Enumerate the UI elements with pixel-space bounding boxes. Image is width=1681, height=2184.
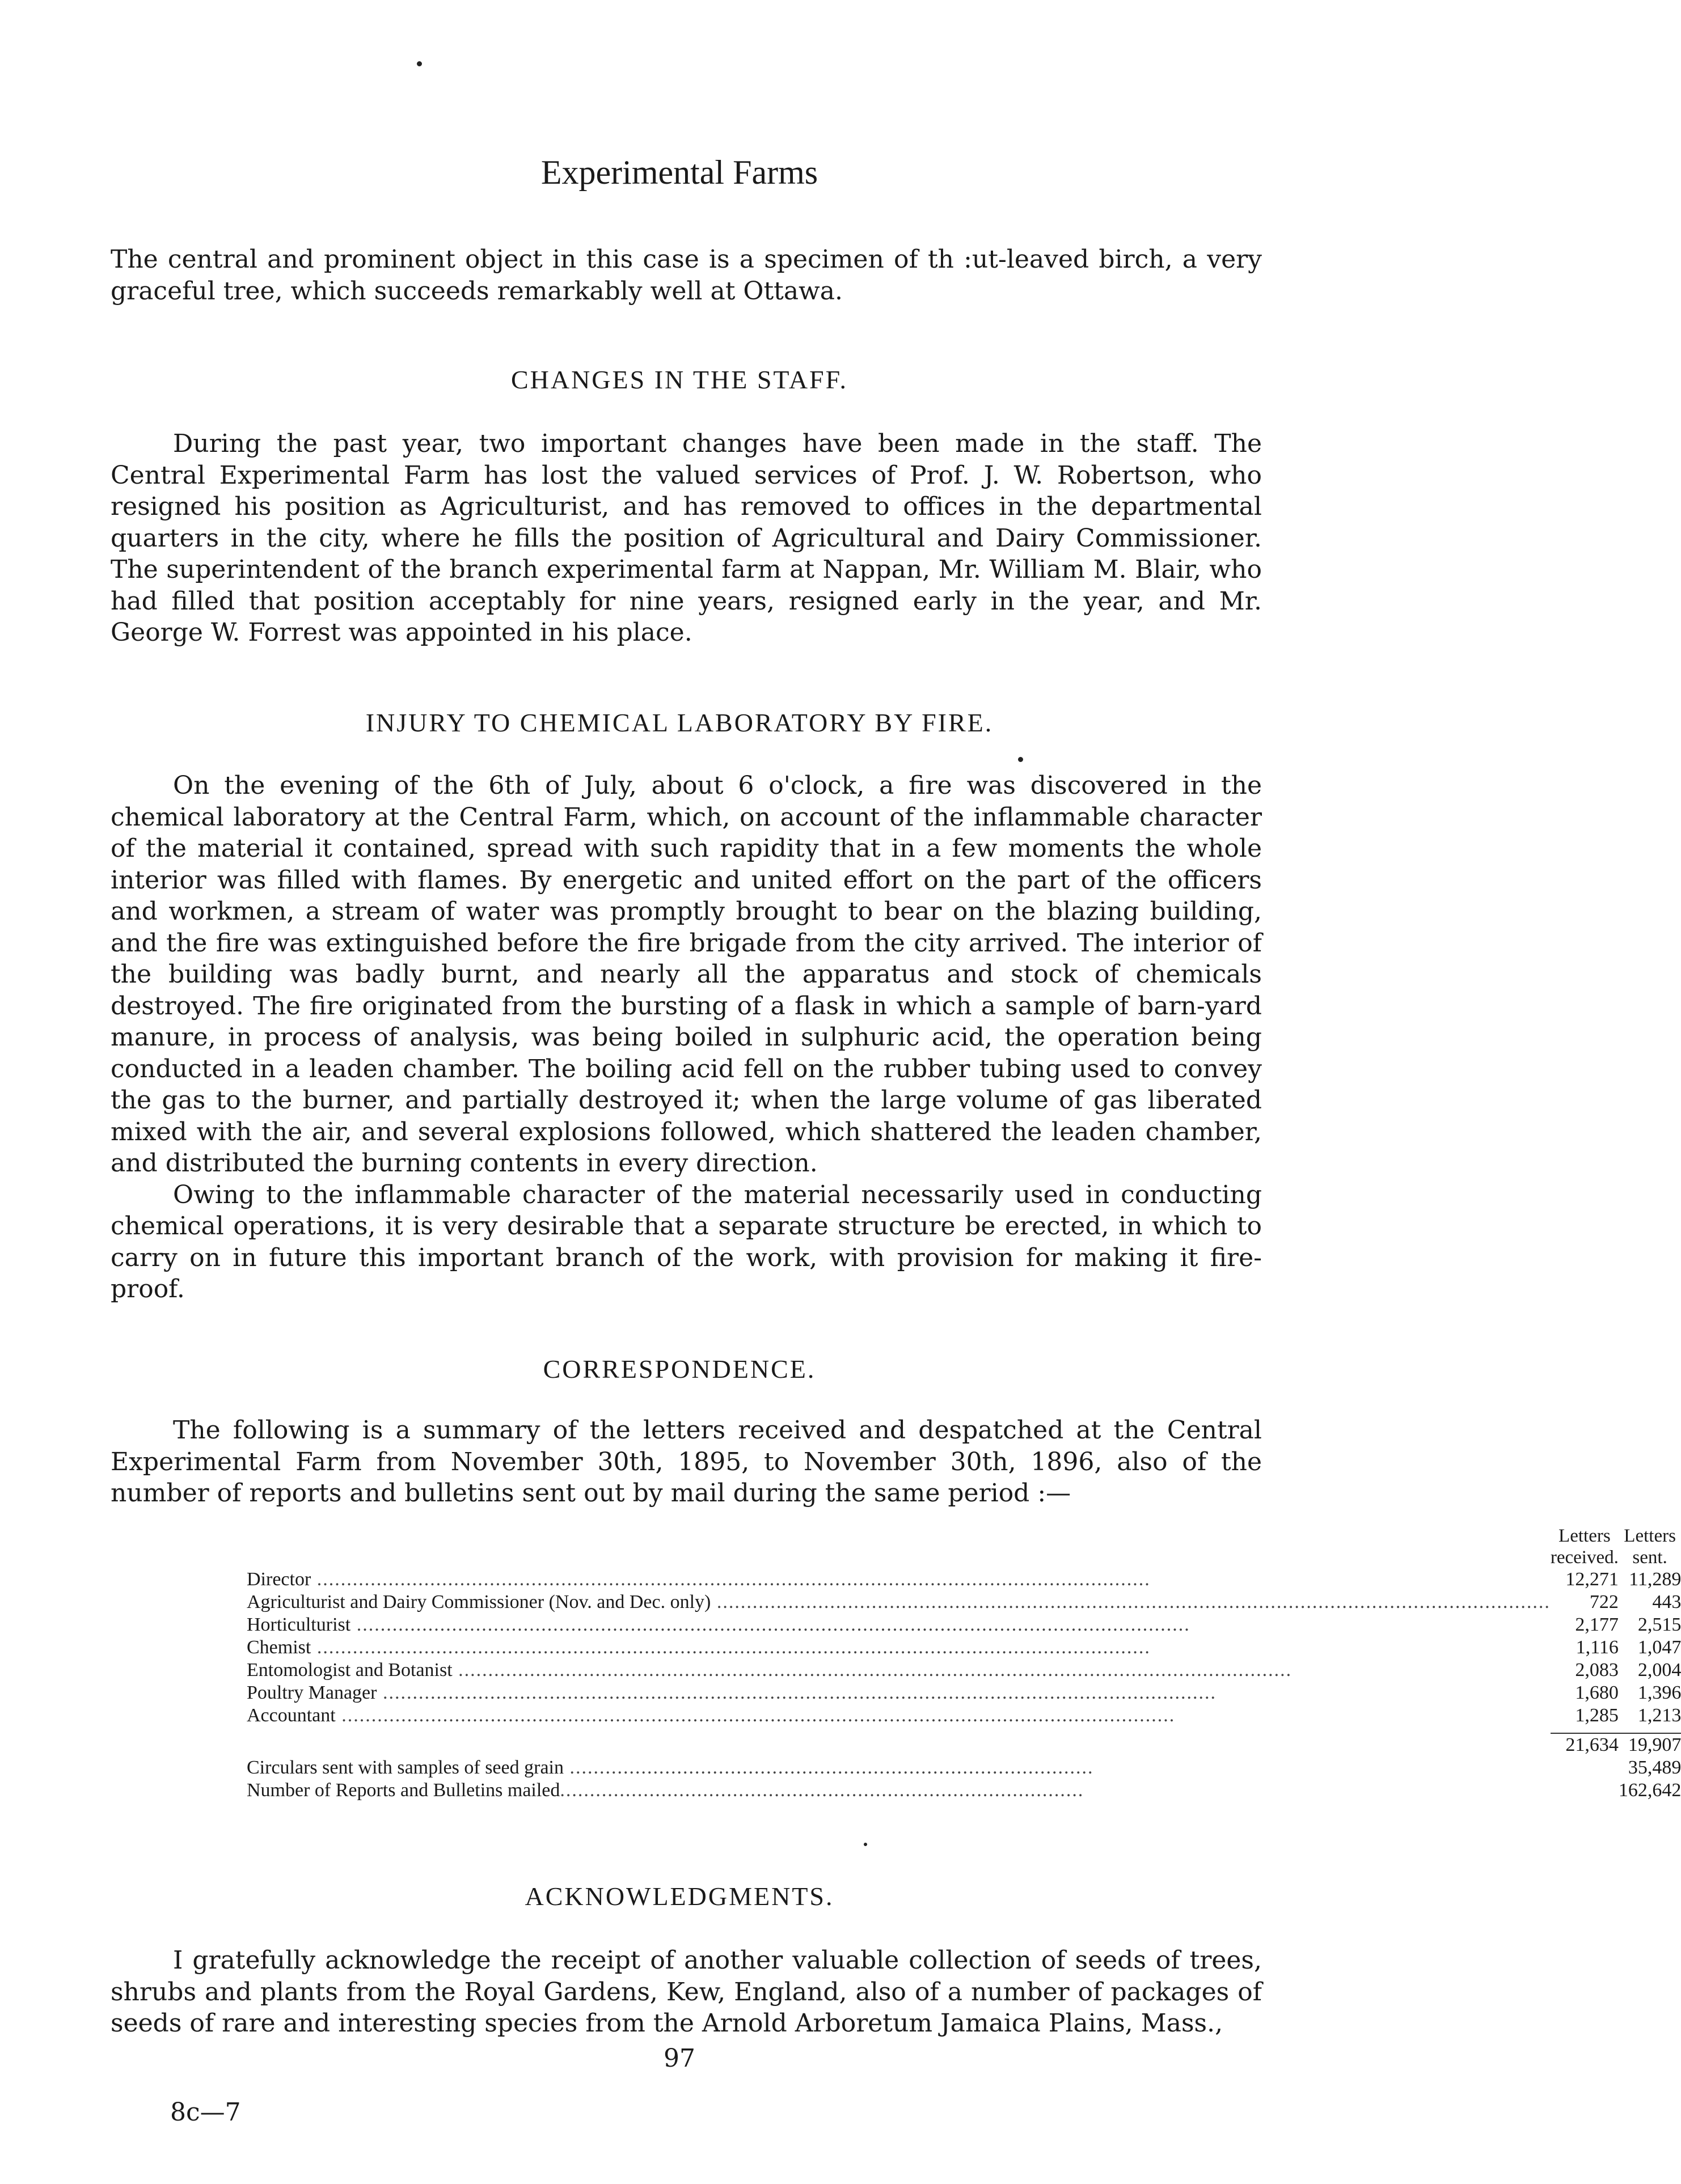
row-received: 1,116: [1576, 1637, 1619, 1658]
reports-label: Number of Reports and Bulletins mailed: [247, 1780, 560, 1801]
row-sent: 1,213: [1637, 1705, 1681, 1726]
row-received: 1,285: [1575, 1705, 1619, 1726]
table-row: Entomologist and Botanist ............................................................................................................................................ 2,083 2,004: [247, 1660, 1681, 1681]
row-label: Director: [247, 1569, 311, 1590]
row-label: Agriculturist and Dairy Commissioner (Nov. and Dec. only): [247, 1592, 711, 1612]
correspondence-paragraph: The following is a summary of the letters received and despatched at the Central Experimental Farm from November 30th, 1895, to November 30th, 1896, also of the number of reports and bulletins sent out by mail during the same period :—: [111, 1416, 1262, 1508]
row-label: Accountant: [247, 1705, 336, 1726]
row-label: Horticulturist: [247, 1614, 351, 1635]
correspondence-block: [111, 1415, 1262, 1509]
correspondence-heading: CORRESPONDENCE.: [543, 1355, 816, 1383]
row-label: Poultry Manager: [247, 1682, 377, 1703]
row-received: 722: [1589, 1592, 1619, 1612]
acknowledgments-block: [111, 1945, 1262, 2039]
circulars-row: Circulars sent with samples of seed grain ........................................................................................ 35,489: [247, 1757, 1681, 1778]
total-sent: 19,907: [1628, 1734, 1681, 1755]
fire-block: [111, 770, 1262, 1305]
row-sent: 1,047: [1637, 1637, 1681, 1658]
row-received: 1,680: [1575, 1682, 1619, 1703]
footer-code: 8c—7: [170, 2098, 241, 2127]
reports-value: 162,642: [1618, 1780, 1681, 1801]
staff-heading: CHANGES IN THE STAFF.: [510, 365, 848, 394]
row-sent: 2,004: [1637, 1660, 1681, 1681]
intro-block: [111, 244, 1262, 307]
row-sent: 11,289: [1629, 1569, 1681, 1590]
staff-paragraph: During the past year, two important changes have been made in the staff. The Central Experimental Farm has lost the valued services of Prof. J. W. Robertson, who resigned his position as Agriculturist, and has removed to offices in the departmental quarters in the city, where he fills the position of Agricultural and Dairy Commissioner. The superintendent of the branch experimental farm at Nappan, Mr. William M. Blair, who had filled that position acceptably for nine years, resigned early in the year, and Mr. George W. Forrest was appointed in his place.: [111, 429, 1262, 647]
correspondence-table: [247, 1525, 1681, 1802]
reports-row: Number of Reports and Bulletins mailed........................................................................................ 162,642: [247, 1780, 1681, 1801]
row-label: Chemist: [247, 1637, 311, 1658]
row-sent: 1,396: [1637, 1682, 1681, 1703]
row-received: 2,083: [1575, 1660, 1619, 1681]
fire-paragraph-1: On the evening of the 6th of July, about 6 o'clock, a fire was discovered in the chemical laboratory at the Central Farm, which, on account of the inflammable character of the material it contained, spread with such rapidity that in a few moments the whole interior was filled with flames. By energetic and united effort on the part of the officers and workmen, a stream of water was promptly brought to bear on the blazing building, and the fire was extinguished before the fire brigade from the city arrived. The interior of the building was badly burnt, and nearly all the apparatus and stock of chemicals destroyed. The fire originated from the bursting of a flask in which a sample of barn-yard manure, in process of analysis, was being boiled in sulphuric acid, the operation being conducted in a leaden chamber. The boiling acid fell on the rubber tubing used to convey the gas to the burner, and partially destroyed it; when the large volume of gas liberated mixed with the air, and several explosions followed, which shattered the leaden chamber, and distributed the burning contents in every direction.: [111, 771, 1262, 1178]
ink-speck: [417, 61, 422, 66]
ink-speck: [864, 1843, 867, 1846]
row-sent: 2,515: [1637, 1614, 1681, 1635]
row-sent: 443: [1652, 1592, 1681, 1612]
table-row: Poultry Manager ............................................................................................................................................ 1,680 1,396: [247, 1682, 1681, 1703]
fire-paragraph-2: Owing to the inflammable character of the material necessarily used in conducting chemical operations, it is very desirable that a separate structure be erected, in which to carry on in future this important branch of the work, with provision for making it fire-proof.: [111, 1180, 1262, 1303]
staff-block: [111, 428, 1262, 649]
circulars-value: 35,489: [1628, 1757, 1681, 1778]
table-row: Agriculturist and Dairy Commissioner (Nov. and Dec. only) ............................................................................................................................................ 722 443: [247, 1592, 1681, 1612]
table-row: Director ............................................................................................................................................ 12,271 11,289: [247, 1569, 1681, 1590]
acknowledgments-paragraph: I gratefully acknowledge the receipt of another valuable collection of seeds of trees, shrubs and plants from the Royal Gardens, Kew, England, also of a number of packages of seeds of rare and interesting species from the Arnold Arboretum Jamaica Plains, Mass.,: [111, 1946, 1262, 2038]
circulars-label: Circulars sent with samples of seed grain: [247, 1757, 564, 1778]
page-title: Experimental Farms: [540, 154, 818, 191]
page-number: 97: [664, 2044, 695, 2073]
table-row: Accountant ............................................................................................................................................ 1,285 1,213: [247, 1705, 1681, 1726]
total-received: 21,634: [1565, 1734, 1619, 1755]
row-received: 12,271: [1565, 1569, 1619, 1590]
table-body: [247, 1568, 1681, 1727]
intro-paragraph: The central and prominent object in this case is a specimen of th :ut-leaved birch, a very graceful tree, which succeeds remarkably well at Ottawa.: [111, 245, 1262, 306]
row-received: 2,177: [1575, 1614, 1619, 1635]
column-header-sent: Letters sent.: [1624, 1526, 1676, 1568]
table-total-row: [247, 1734, 1681, 1756]
table-row: Horticulturist ............................................................................................................................................ 2,177 2,515: [247, 1614, 1681, 1635]
fire-heading: INJURY TO CHEMICAL LABORATORY BY FIRE.: [365, 708, 994, 737]
table-row: Chemist ............................................................................................................................................ 1,116 1,047: [247, 1637, 1681, 1658]
ink-speck: [1018, 757, 1023, 762]
column-header-received: Letters received.: [1550, 1526, 1619, 1568]
acknowledgments-heading: ACKNOWLEDGMENTS.: [525, 1882, 834, 1911]
row-label: Entomologist and Botanist: [247, 1660, 453, 1681]
